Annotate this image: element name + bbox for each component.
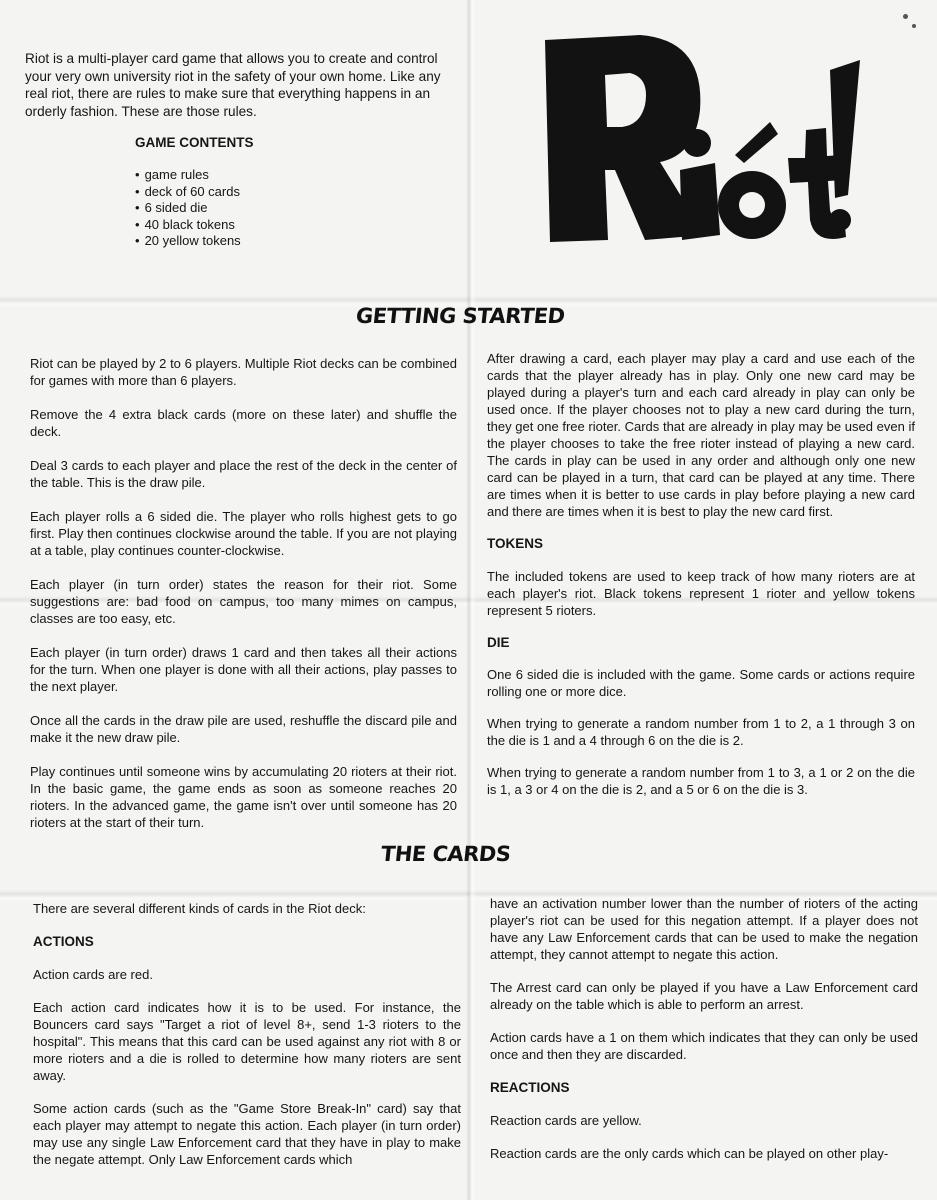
paragraph: When trying to generate a random number from 1 to 2, a 1 through 3 on the die is 1 and a 4 through 6 on the die is 2. bbox=[487, 716, 915, 748]
paragraph: When trying to generate a random number from 1 to 3, a 1 or 2 on the die is 1, a 3 or 4 on the die is 2, and a 5 or 6 on the die is 3. bbox=[487, 765, 915, 797]
the-cards-heading: THE CARDS bbox=[379, 842, 512, 866]
list-item: • 40 black tokens bbox=[135, 217, 435, 234]
list-item: • 6 sided die bbox=[135, 200, 435, 217]
paragraph: Remove the 4 extra black cards (more on these later) and shuffle the deck. bbox=[30, 407, 457, 439]
tokens-heading: TOKENS bbox=[487, 536, 544, 551]
game-contents-list bbox=[135, 167, 435, 250]
paragraph: Reaction cards are yellow. bbox=[490, 1113, 642, 1128]
paragraph: Each action card indicates how it is to be used. For instance, the Bouncers card says "Target a riot of level 8+, send 1-3 rioters to the hospital". This means that this card can be used against any riot with 8 or more rioters and a die is rolled to determine how many rioters are sent away. bbox=[33, 1000, 461, 1083]
paragraph: Action cards have a 1 on them which indicates that they can only be used once and then they are discarded. bbox=[490, 1030, 918, 1062]
intro-paragraph bbox=[25, 50, 453, 120]
paragraph: One 6 sided die is included with the game. Some cards or actions require rolling one or more dice. bbox=[487, 667, 915, 699]
getting-started-right-column bbox=[487, 350, 915, 798]
paragraph: Riot can be played by 2 to 6 players. Multiple Riot decks can be combined for games with more than 6 players. bbox=[30, 356, 457, 388]
cards-left-column bbox=[33, 900, 461, 1168]
paragraph: Play continues until someone wins by accumulating 20 rioters at their riot. In the basic game, the game ends as soon as someone reaches 20 rioters. In the advanced game, the game isn't over until someone has 20 rioters at the start of their turn. bbox=[30, 764, 457, 830]
paragraph: Deal 3 cards to each player and place the rest of the deck in the center of the table. This is the draw pile. bbox=[30, 458, 457, 490]
paper-hole bbox=[903, 14, 908, 19]
paper-hole bbox=[912, 24, 916, 28]
getting-started-heading: GETTING STARTED bbox=[354, 304, 566, 328]
paragraph: Each player (in turn order) states the reason for their riot. Some suggestions are: bad food on campus, too many mimes on campus, classes are too easy, etc. bbox=[30, 577, 457, 626]
intro-text: Riot is a multi-player card game that allows you to create and control your very own university riot in the safety of your own home. Like any real riot, there are rules to make sure that everything happens in an orderly fashion. These are those rules. bbox=[25, 51, 441, 119]
list-item: • deck of 60 cards bbox=[135, 184, 435, 201]
riot-logo-graphic bbox=[530, 30, 860, 260]
paragraph: Reaction cards are the only cards which can be played on other play- bbox=[490, 1146, 889, 1161]
reactions-heading: REACTIONS bbox=[490, 1080, 570, 1095]
paragraph: have an activation number lower than the number of rioters of the acting player's riot can be used for this negation attempt. If a player does not have any Law Enforcement cards that can be used to make the negation attempt, they cannot attempt to negate this action. bbox=[490, 896, 918, 962]
paragraph: Each player (in turn order) draws 1 card and then takes all their actions for the turn. When one player is done with all their actions, play passes to the next player. bbox=[30, 645, 457, 694]
game-contents-title: GAME CONTENTS bbox=[135, 135, 254, 150]
list-item: • 20 yellow tokens bbox=[135, 233, 435, 250]
list-item: • game rules bbox=[135, 167, 435, 184]
paragraph: After drawing a card, each player may play a card and use each of the cards that the player already has in play. Only one new card may be played during a player's turn and each card already in play can only be used once. If the player chooses not to play a new card during the turn, they get one free rioter. Cards that are already in play may be used even if the player chooses to take the free rioter instead of playing a new card. The cards in play can be used in any order and although only one new card can be played in a turn, that card can be played at any time. There are times when it is better to use cards in play before playing a new card and there are times when it is best to play the new card first. bbox=[487, 351, 915, 519]
riot-logo bbox=[530, 30, 860, 260]
paragraph: Some action cards (such as the "Game Store Break-In" card) say that each player may attempt to negate this action. Each player (in turn order) may use any single Law Enforcement card that they have in play to make the negate attempt. Only Law Enforcement cards which bbox=[33, 1101, 461, 1167]
cards-right-column bbox=[490, 895, 918, 1162]
die-heading: DIE bbox=[487, 635, 510, 650]
getting-started-left-column bbox=[30, 355, 457, 831]
paragraph: There are several different kinds of cards in the Riot deck: bbox=[33, 901, 366, 916]
actions-heading: ACTIONS bbox=[33, 934, 94, 949]
paragraph: Action cards are red. bbox=[33, 967, 153, 982]
paragraph: The included tokens are used to keep track of how many rioters are at each player's riot. Black tokens represent 1 rioter and yellow tokens represent 5 rioters. bbox=[487, 569, 915, 618]
paragraph: The Arrest card can only be played if you have a Law Enforcement card already on the table which is able to perform an arrest. bbox=[490, 980, 918, 1012]
paragraph: Each player rolls a 6 sided die. The player who rolls highest gets to go first. Play then continues clockwise around the table. If you are not playing at a table, play continues counter-clockwise. bbox=[30, 509, 457, 558]
game-contents bbox=[135, 134, 435, 250]
paragraph: Once all the cards in the draw pile are used, reshuffle the discard pile and make it the new draw pile. bbox=[30, 713, 457, 745]
